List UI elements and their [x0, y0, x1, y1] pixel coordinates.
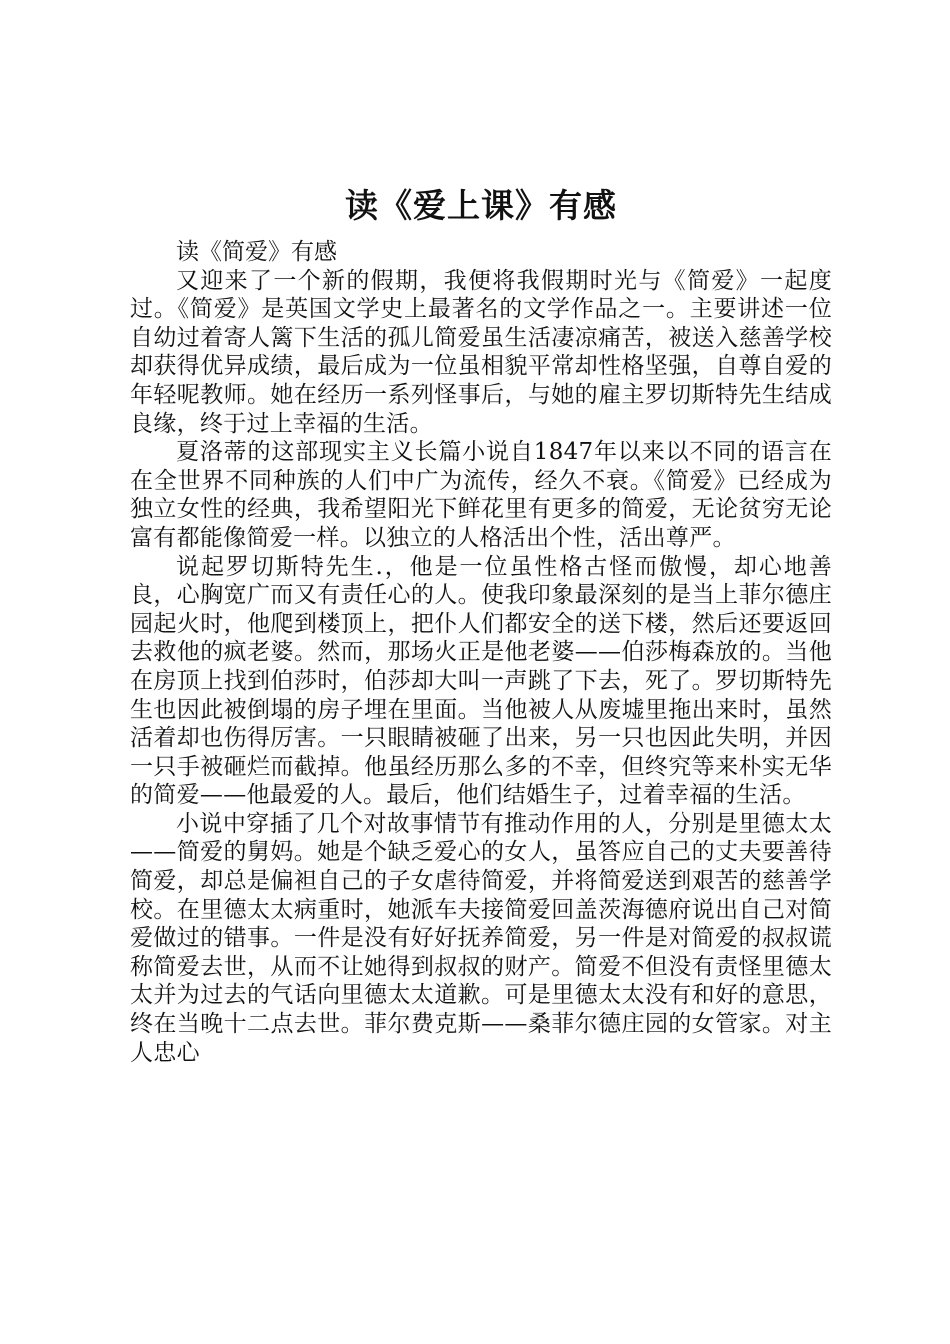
paragraph-3: 说起罗切斯特先生.，他是一位虽性格古怪而傲慢，却心地善良，心胸宽广而又有责任心的人。使我印象最深刻的是当上菲尔德庄园起火时，他爬到楼顶上，把仆人们都安全的送下楼，然后还要返回去救他的疯老婆。然而，那场火正是他老婆——伯莎梅森放的。当他在房顶上找到伯莎时，伯莎却大叫一声跳了下去，死了。罗切斯特先生也因此被倒塌的房子埋在里面。当他被人从废墟里拖出来时，虽然活着却也伤得厉害。一只眼睛被砸了出来，另一只也因此失明，并因一只手被砸烂而截掉。他虽经历那么多的不幸，但终究等来朴实无华的简爱——他最爱的人。最后，他们结婚生子，过着幸福的生活。 [130, 553, 832, 809]
document-subtitle: 读《简爱》有感 [176, 239, 337, 265]
document-page [130, 182, 832, 1067]
document-title: 读《爱上课》有感 [345, 186, 617, 225]
paragraph-1: 又迎来了一个新的假期，我便将我假期时光与《简爱》一起度过。《简爱》是英国文学史上最著名的文学作品之一。主要讲述一位自幼过着寄人篱下生活的孤儿简爱虽生活凄凉痛苦，被送入慈善学校却获得优异成绩，最后成为一位虽相貌平常却性格坚强，自尊自爱的年轻呢教师。她在经历一系列怪事后，与她的雇主罗切斯特先生结成良缘，终于过上幸福的生活。 [130, 267, 832, 437]
paragraph-2: 夏洛蒂的这部现实主义长篇小说自1847年以来以不同的语言在在全世界不同种族的人们中广为流传，经久不衰。《简爱》已经成为独立女性的经典，我希望阳光下鲜花里有更多的简爱，无论贫穷无论富有都能像简爱一样。以独立的人格活出个性，活出尊严。 [130, 439, 832, 551]
paragraph-4: 小说中穿插了几个对故事情节有推动作用的人，分别是里德太太——简爱的舅妈。她是个缺乏爱心的女人，虽答应自己的丈夫要善待简爱，却总是偏袒自己的子女虐待简爱，并将简爱送到艰苦的慈善学校。在里德太太病重时，她派车夫接简爱回盖茨海德府说出自己对简爱做过的错事。一件是没有好好抚养简爱，另一件是对简爱的叔叔谎称简爱去世，从而不让她得到叔叔的财产。简爱不但没有责怪里德太太并为过去的气话向里德太太道歉。可是里德太太没有和好的意思，终在当晚十二点去世。菲尔费克斯——桑菲尔德庄园的女管家。对主人忠心 [130, 810, 832, 1066]
